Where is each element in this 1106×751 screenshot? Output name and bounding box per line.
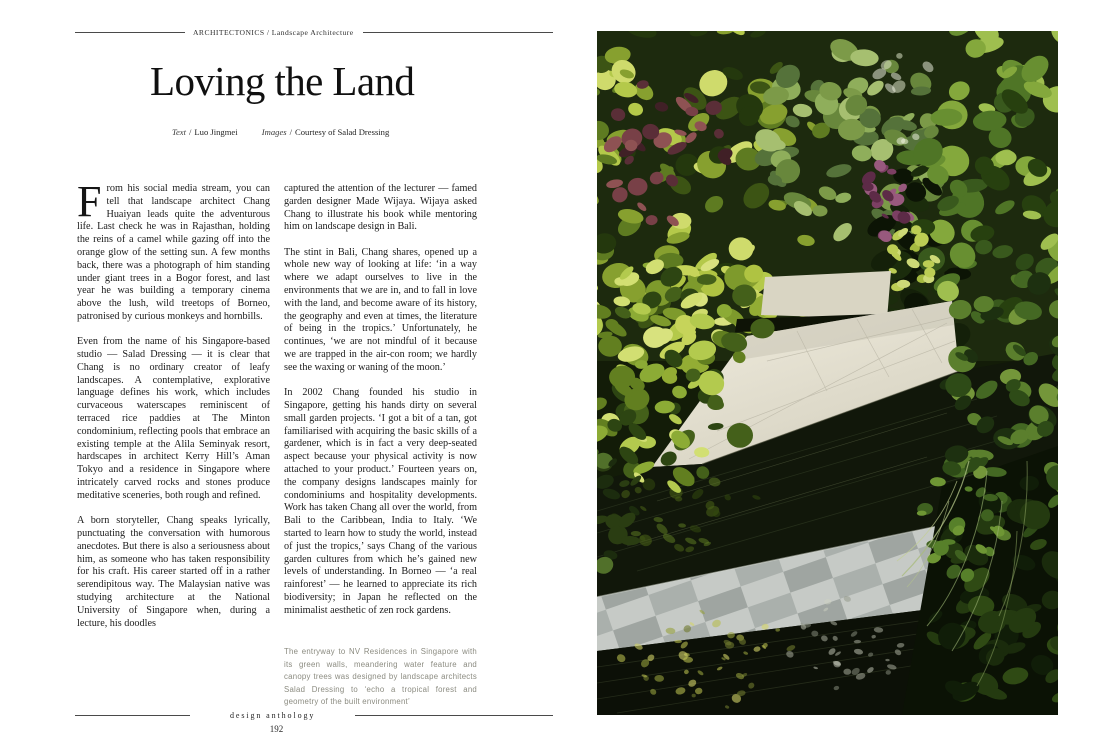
upper-terrace (761, 271, 891, 319)
footer-rule-left (75, 715, 190, 716)
body-paragraph: Even from the name of his Singapore-based studio — Salad Dressing — it is clear that Chang is no ordinary creator of leafy landscapes. A contemplative, explorative language defines his work, which includes curvaceous waterscapes reminiscent of terraced rice paddies at The Minton condominium, reflecting pools that embrace an existing temple at the Alila Seminyak resort, hardscapes in architect Kerry Hill’s Aman Tokyo and a residence in Singapore where intricately carved rocks and stones produce meditative sceneries, both rough and refined. (77, 336, 270, 501)
section-header (75, 28, 553, 37)
body-paragraph: In 2002 Chang founded his studio in Singapore, getting his hands dirty on several small garden projects. ‘I got a bit of a tan, got familiarised with acquiring the basic skills of a gardener, which is in fact a very deep-seated aspect because your physical activity is now attached to your product.’ Fourteen years on, the company designs landscapes mainly for condominiums and hospitality developments. Work has taken Chang all over the world, from Bali to the Caribbean, India to Italy. ‘We started to learn how to study the world, instead of just the tropics,’ says Chang of the various garden cultures from which he’s gained new levels of understanding. In Borneo — ‘a real rainforest’ — he learned to appreciate its rich biodiversity; in Japan he reflected on the minimalist aesthetic of zen rock gardens. (284, 387, 477, 616)
article-title: Loving the Land (150, 58, 415, 104)
byline-text-separator: / (189, 127, 192, 137)
byline-text-credit (172, 127, 238, 137)
byline-text-value: Luo Jingmei (194, 127, 238, 137)
article-body (77, 177, 477, 630)
paragraph-text: rom his social media stream, you can tell that landscape architect Chang Huaiyan leads quite the adventurous life. Last check he was in Rajasthan, holding the reins of a camel while gazing off into the orange glow of the setting sun. A few months back, there was a photograph of him standing under giant trees in a Bogor forest, and last year he was building a temporary cinema above the lush, wild treetops of Borneo, patronised by curious monkeys and hornbills. (77, 183, 270, 322)
drop-cap: F (77, 177, 102, 226)
body-paragraph: captured the attention of the lecturer — famed garden designer Made Wijaya. Wijaya asked Chang to illustrate his book while mentoring him on landscape design in Bali. (284, 183, 477, 233)
magazine-name: design anthology (230, 711, 316, 720)
text-column-2 (284, 183, 477, 630)
footer (75, 711, 553, 720)
byline-images-label: Images (261, 127, 287, 137)
byline-images-value: Courtesy of Salad Dressing (295, 127, 390, 137)
body-paragraph: A born storyteller, Chang speaks lyrically, punctuating the conversation with humorous anecdotes. But there is also a seriousness about him, as someone who has taken responsibility for his craft. His career started off in a rather serendipitous way. The Malaysian native was studying architecture at the National University of Singapore when, during a lecture, his doodles (77, 515, 270, 629)
body-paragraph: The stint in Bali, Chang shares, opened up a whole new way of looking at life: ‘in a way where we adapt ourselves to live in the environments that we are in, and to fall in love with the land, and become aware of its history, the geography and even at times, the literature of being in the tropics.’ Unfortunately, he continues, ‘we are not mindful of it because we are trapped in the air-con room; we hardly see the waxing or waning of the moon.’ (284, 246, 477, 373)
garden-photo-illustration (597, 31, 1058, 715)
byline-images-separator: / (289, 127, 292, 137)
header-rule-right (363, 32, 553, 33)
byline (172, 127, 389, 137)
byline-text-label: Text (172, 127, 187, 137)
text-column-1 (77, 177, 270, 630)
header-rule-left (75, 32, 185, 33)
article-photo (597, 31, 1058, 715)
footer-rule-right (355, 715, 553, 716)
photo-caption: The entryway to NV Residences in Singapore with its green walls, meandering water feature and canopy trees was designed by landscape architects Salad Dressing to ‘echo a tropical forest and geometry of the built environment’ (284, 647, 477, 707)
section-label: ARCHITECTONICS / Landscape Architecture (193, 28, 354, 37)
page-number: 192 (269, 724, 284, 734)
body-paragraph (77, 177, 270, 324)
byline-images-credit (262, 127, 390, 137)
